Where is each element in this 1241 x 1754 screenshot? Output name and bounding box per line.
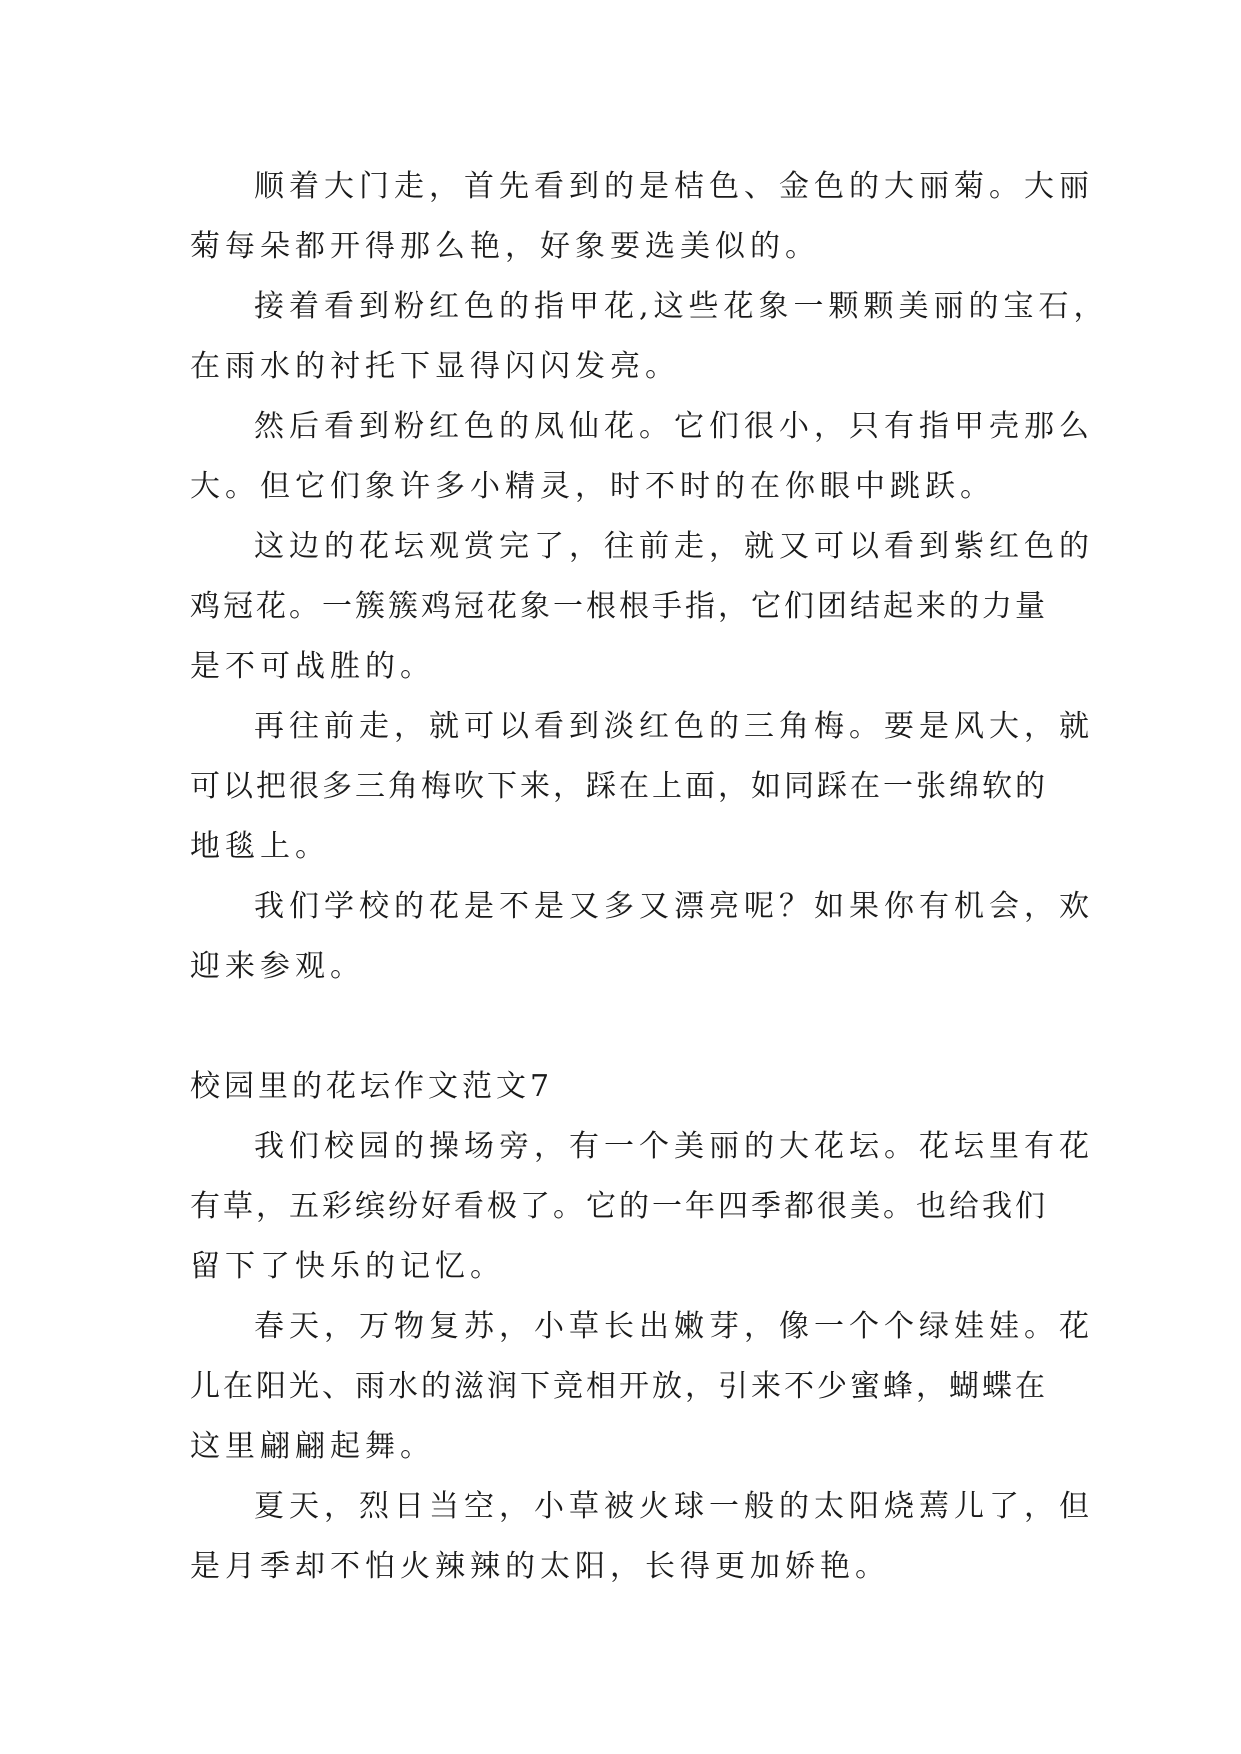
- paragraph-line: 在雨水的衬托下显得闪闪发亮。: [190, 349, 680, 384]
- paragraph-line: 儿在阳光、雨水的滋润下竞相开放，引来不少蜜蜂，蝴蝶在: [190, 1369, 1048, 1404]
- paragraph-line: 地毯上。: [190, 829, 330, 864]
- paragraph-line: 我们校园的操场旁，有一个美丽的大花坛。花坛里有花: [254, 1129, 1094, 1164]
- paragraph-line: 夏天，烈日当空，小草被火球一般的太阳烧蔫儿了，但: [254, 1489, 1094, 1524]
- paragraph-line: 顺着大门走，首先看到的是桔色、金色的大丽菊。大丽: [254, 169, 1094, 204]
- paragraph-line: 春天，万物复苏，小草长出嫩芽，像一个个绿娃娃。花: [254, 1309, 1094, 1344]
- paragraph-line: 留下了快乐的记忆。: [190, 1249, 505, 1284]
- paragraph-line: 这里翩翩起舞。: [190, 1429, 435, 1464]
- section-heading: 校园里的花坛作文范文7: [190, 1069, 554, 1104]
- paragraph-line: 可以把很多三角梅吹下来，踩在上面，如同踩在一张绵软的: [190, 769, 1048, 804]
- paragraph-line: 大。但它们象许多小精灵，时不时的在你眼中跳跃。: [190, 469, 995, 504]
- paragraph-line: 接着看到粉红色的指甲花,这些花象一颗颗美丽的宝石，: [254, 289, 1109, 324]
- paragraph-line: 鸡冠花。一簇簇鸡冠花象一根根手指，它们团结起来的力量: [190, 589, 1048, 624]
- paragraph-line: 迎来参观。: [190, 949, 365, 984]
- paragraph-line: 这边的花坛观赏完了，往前走，就又可以看到紫红色的: [254, 529, 1094, 564]
- paragraph-line: 有草，五彩缤纷好看极了。它的一年四季都很美。也给我们: [190, 1189, 1048, 1224]
- paragraph-line: 是不可战胜的。: [190, 649, 435, 684]
- paragraph-line: 是月季却不怕火辣辣的太阳，长得更加娇艳。: [190, 1549, 890, 1584]
- paragraph-line: 菊每朵都开得那么艳，好象要选美似的。: [190, 229, 820, 264]
- paragraph-line: 我们学校的花是不是又多又漂亮呢？如果你有机会，欢: [254, 889, 1094, 924]
- paragraph-line: 然后看到粉红色的凤仙花。它们很小，只有指甲壳那么: [254, 409, 1094, 444]
- paragraph-line: 再往前走，就可以看到淡红色的三角梅。要是风大，就: [254, 709, 1094, 744]
